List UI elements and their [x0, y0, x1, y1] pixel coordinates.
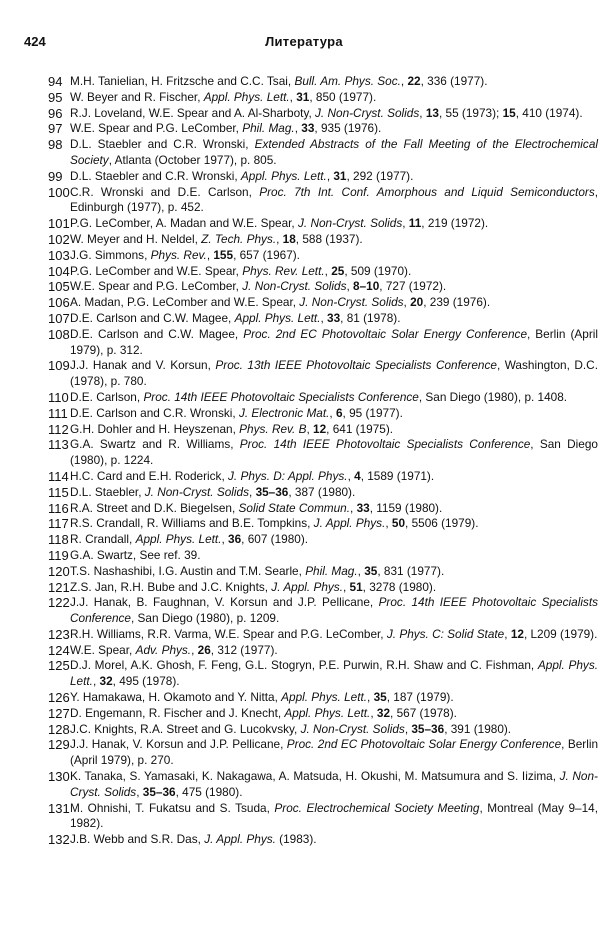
citation-text: ,	[400, 74, 408, 88]
citation-text: ,	[342, 579, 350, 594]
citation-text: ,	[403, 295, 411, 310]
volume-number: 4	[354, 468, 361, 483]
volume-number: 33	[301, 121, 315, 136]
citation-text: , 475 (1980).	[175, 784, 243, 799]
reference-text	[70, 437, 598, 469]
running-title: Литература	[265, 34, 343, 49]
reference-entry	[48, 722, 598, 738]
journal-title: Solid State Commun.	[238, 500, 350, 515]
reference-entry	[48, 406, 598, 422]
citation-text: , 312 (1977).	[210, 642, 278, 657]
citation-text: R.S. Crandall, R. Williams and B.E. Tompkins,	[70, 516, 314, 531]
volume-number: 22	[407, 74, 421, 88]
reference-text	[70, 358, 598, 390]
reference-entry	[48, 580, 598, 596]
citation-text: , Berlin (April 1979), p. 312.	[70, 326, 598, 357]
reference-text	[70, 501, 598, 517]
reference-number: 115	[48, 484, 69, 500]
citation-text: ,	[206, 247, 214, 262]
citation-text: , San Diego (1980), p. 1224.	[70, 437, 598, 468]
reference-entry	[48, 485, 598, 501]
reference-text	[70, 295, 598, 311]
reference-entry	[48, 658, 598, 690]
volume-number: 12	[510, 626, 524, 641]
citation-text: ,	[346, 279, 354, 294]
citation-text: , 219 (1972).	[421, 216, 489, 231]
citation-text: D.E. Carlson and C.W. Magee,	[70, 326, 244, 341]
reference-text	[70, 485, 598, 501]
journal-title: J. Appl. Phys.	[204, 832, 276, 847]
reference-text	[70, 516, 598, 532]
journal-title: J. Appl. Phys.	[313, 516, 386, 531]
reference-text	[70, 406, 598, 422]
reference-number: 94	[48, 74, 63, 89]
citation-text: D.L. Staebler,	[70, 484, 145, 499]
journal-title: J. Non-Cryst. Solids	[299, 295, 404, 310]
volume-number: 33	[327, 310, 341, 325]
citation-text: ,	[370, 705, 377, 720]
volume-number: 26	[197, 642, 211, 657]
citation-text: D.E. Carlson and C.W. Magee,	[70, 310, 235, 325]
reference-text	[70, 106, 598, 122]
reference-entry	[48, 232, 598, 248]
reference-entry	[48, 358, 598, 390]
citation-text: P.G. LeComber, A. Madan and W.E. Spear,	[70, 216, 298, 231]
journal-title: Appl. Phys. Lett.	[203, 89, 290, 104]
citation-text: W.E. Spear and P.G. LeComber,	[70, 279, 243, 294]
journal-title: Proc. 13th IEEE Photovoltaic Specialists Conference	[215, 358, 497, 373]
citation-text: ,	[350, 500, 357, 515]
journal-title: Proc. 2nd EC Photovoltaic Solar Energy Conference	[286, 737, 562, 752]
reference-entry	[48, 106, 598, 122]
reference-text	[70, 532, 598, 548]
reference-entry	[48, 311, 598, 327]
reference-number: 120	[48, 563, 70, 579]
reference-entry	[48, 248, 598, 264]
reference-number: 101	[48, 216, 70, 232]
citation-text: , 1589 (1971).	[360, 468, 435, 483]
citation-text: M.H. Tanielian, H. Fritzsche and C.C. Tsai,	[70, 74, 295, 88]
reference-entry	[48, 627, 598, 643]
citation-text: ,	[136, 784, 143, 799]
reference-entry	[48, 422, 598, 438]
journal-title: Z. Tech. Phys.	[201, 231, 277, 246]
reference-text	[70, 264, 598, 280]
citation-text: J.G. Simmons,	[70, 247, 151, 262]
citation-text: , 607 (1980).	[241, 532, 309, 547]
volume-number: 31	[296, 89, 310, 104]
citation-text: , 239 (1976).	[423, 295, 491, 310]
reference-number: 105	[48, 279, 70, 295]
reference-number: 111	[48, 405, 68, 421]
volume-number: 8–10	[353, 279, 380, 294]
reference-number: 96	[48, 105, 63, 121]
reference-entry	[48, 690, 598, 706]
volume-number: 33	[356, 500, 370, 515]
citation-text: ,	[404, 721, 412, 736]
citation-text: , L209 (1979).	[523, 626, 598, 641]
citation-text: , 187 (1979).	[386, 690, 454, 705]
citation-text: W.E. Spear,	[70, 642, 136, 657]
volume-number: 31	[333, 168, 347, 183]
reference-entry	[48, 832, 598, 848]
citation-text: ,	[324, 263, 332, 278]
citation-text: ,	[326, 168, 334, 183]
citation-text: G.A. Swartz, See ref. 39.	[70, 547, 201, 562]
reference-text	[70, 627, 598, 643]
citation-text: , 95 (1977).	[342, 405, 403, 420]
citation-text: ,	[367, 690, 374, 705]
journal-title: J. Non-Cryst. Solids	[70, 769, 598, 799]
citation-text: ,	[289, 89, 297, 104]
reference-number: 131	[48, 800, 70, 816]
citation-text: W.E. Spear and P.G. LeComber,	[70, 121, 243, 136]
reference-number: 132	[48, 832, 70, 848]
journal-title: Proc. 2nd EC Photovoltaic Solar Energy Conference	[243, 326, 528, 341]
citation-text: J.C. Knights, R.A. Street and G. Lucokvsky,	[70, 721, 301, 736]
reference-text	[70, 90, 598, 106]
reference-entry	[48, 437, 598, 469]
reference-text	[70, 658, 598, 690]
citation-text: G.A. Swartz and R. Williams,	[70, 437, 240, 452]
citation-text: , 387 (1980).	[288, 484, 356, 499]
citation-text: ,	[92, 674, 100, 689]
volume-number: 20	[410, 295, 424, 310]
citation-text: G.H. Dohler and H. Heyszenan,	[70, 421, 240, 436]
reference-text	[70, 769, 598, 801]
citation-text: , 495 (1978).	[112, 674, 180, 689]
citation-text: , Atlanta (October 1977), p. 805.	[108, 152, 277, 167]
journal-title: J. Phys. D: Appl. Phys.	[228, 468, 348, 483]
citation-text: ,	[306, 421, 314, 436]
reference-number: 116	[48, 500, 69, 516]
citation-text: , 55 (1973);	[438, 105, 503, 120]
volume-number: 35	[373, 690, 387, 705]
reference-text	[70, 185, 598, 217]
reference-number: 112	[48, 421, 69, 437]
citation-text: W. Meyer and H. Neldel,	[70, 231, 202, 246]
volume-number: 51	[349, 579, 363, 594]
citation-text: ,	[329, 405, 336, 420]
citation-text: ,	[357, 563, 365, 578]
reference-entry	[48, 595, 598, 627]
page-number: 424	[24, 34, 46, 49]
citation-text: H.C. Card and E.H. Roderick,	[70, 468, 229, 483]
reference-number: 119	[48, 547, 69, 563]
reference-text	[70, 216, 598, 232]
citation-text: M. Ohnishi, T. Fukatsu and S. Tsuda,	[70, 800, 275, 815]
citation-text: ,	[294, 121, 302, 136]
journal-title: Phys. Rev. Lett.	[242, 263, 325, 278]
reference-entry	[48, 264, 598, 280]
citation-text: , Montreal (May 9–14, 1982).	[70, 800, 598, 831]
reference-text	[70, 137, 598, 169]
reference-number: 107	[48, 310, 70, 326]
reference-entry	[48, 327, 598, 359]
journal-title: J. Phys. C: Solid State	[386, 626, 505, 641]
journal-title: J. Non-Cryst. Solids	[242, 279, 347, 294]
journal-title: Proc. 7th Int. Conf. Amorphous and Liquid Semiconductors	[259, 184, 595, 199]
reference-number: 124	[48, 642, 70, 658]
citation-text: ,	[320, 310, 328, 325]
journal-title: Bull. Am. Phys. Soc.	[294, 74, 401, 88]
citation-text: J.J. Hanak, V. Korsun and J.P. Pellicane,	[70, 737, 287, 752]
reference-number: 129	[48, 737, 70, 753]
journal-title: Phil. Mag.	[305, 563, 358, 578]
reference-entry	[48, 501, 598, 517]
reference-entry	[48, 532, 598, 548]
reference-text	[70, 248, 598, 264]
reference-number: 104	[48, 263, 70, 279]
volume-number: 25	[331, 263, 345, 278]
reference-entry	[48, 74, 598, 90]
journal-title: Proc. 14th IEEE Photovoltaic Specialists Conference	[143, 389, 419, 404]
reference-number: 102	[48, 231, 70, 247]
citation-text: R.A. Street and D.K. Biegelsen,	[70, 500, 239, 515]
citation-text: , 1159 (1980).	[369, 500, 443, 515]
reference-list	[48, 74, 598, 848]
journal-title: Phil. Mag.	[242, 121, 295, 136]
reference-number: 126	[48, 690, 70, 706]
reference-number: 110	[48, 389, 69, 405]
journal-title: Appl. Phys. Lett.	[281, 690, 368, 705]
volume-number: 13	[425, 105, 439, 120]
citation-text: , Edinburgh (1977), p. 452.	[70, 184, 598, 215]
reference-number: 108	[48, 326, 70, 342]
journal-title: Extended Abstracts of the Fall Meeting of the Electrochemical Society	[70, 137, 598, 167]
citation-text: , 641 (1975).	[326, 421, 394, 436]
volume-number: 12	[313, 421, 327, 436]
reference-text	[70, 311, 598, 327]
journal-title: Phys. Rev. B	[239, 421, 307, 436]
citation-text: ,	[347, 468, 355, 483]
journal-title: J. Non-Cryst. Solids	[300, 721, 405, 736]
journal-title: Appl. Phys. Lett.	[135, 532, 222, 547]
journal-title: Appl. Phys. Lett.	[240, 168, 327, 183]
citation-text: ,	[276, 231, 283, 246]
reference-text	[70, 801, 598, 833]
volume-number: 18	[282, 231, 296, 246]
citation-text: T.S. Nashashibi, I.G. Austin and T.M. Searle,	[70, 563, 306, 578]
citation-text: P.G. LeComber and W.E. Spear,	[70, 263, 243, 278]
journal-title: Proc. 14th IEEE Photovoltaic Specialists Conference	[239, 437, 531, 452]
citation-text: J.J. Hanak, B. Faughnan, V. Korsun and J.P. Pellicane,	[70, 595, 379, 610]
reference-entry	[48, 769, 598, 801]
reference-text	[70, 548, 598, 564]
reference-number: 113	[48, 437, 69, 453]
reference-number: 130	[48, 769, 70, 785]
journal-title: Phys. Rev.	[150, 247, 207, 262]
reference-number: 117	[48, 516, 69, 532]
citation-text: , 850 (1977).	[309, 89, 377, 104]
citation-text: , 831 (1977).	[377, 563, 445, 578]
reference-text	[70, 722, 598, 738]
journal-title: Proc. Electrochemical Society Meeting	[274, 800, 480, 815]
reference-number: 98	[48, 137, 63, 153]
citation-text: , 410 (1974).	[515, 105, 583, 120]
reference-text	[70, 580, 598, 596]
volume-number: 11	[408, 216, 422, 231]
citation-text: R. Crandall,	[70, 532, 136, 547]
citation-text: J.J. Hanak and V. Korsun,	[70, 358, 216, 373]
citation-text: R.J. Loveland, W.E. Spear and A. Al-Sharboty,	[70, 105, 316, 120]
reference-number: 125	[48, 658, 70, 674]
citation-text: , 588 (1937).	[295, 231, 363, 246]
reference-entry	[48, 169, 598, 185]
citation-text: , 567 (1978).	[390, 705, 457, 720]
citation-text: , San Diego (1980), p. 1408.	[418, 389, 568, 404]
reference-text	[70, 706, 598, 722]
citation-text: D.E. Carlson and C.R. Wronski,	[70, 405, 239, 420]
volume-number: 32	[99, 674, 113, 689]
reference-entry	[48, 390, 598, 406]
reference-text	[70, 121, 598, 137]
reference-entry	[48, 516, 598, 532]
citation-text: ,	[385, 516, 392, 531]
reference-entry	[48, 801, 598, 833]
reference-text	[70, 690, 598, 706]
reference-number: 95	[48, 89, 63, 105]
volume-number: 35–36	[411, 721, 445, 736]
reference-entry	[48, 137, 598, 169]
citation-text: Y. Hamakawa, H. Okamoto and Y. Nitta,	[70, 690, 282, 705]
page-header	[24, 34, 584, 56]
citation-text: , 336 (1977).	[420, 74, 488, 88]
citation-text: , 5506 (1979).	[405, 516, 479, 531]
journal-title: J. Electronic Mat.	[238, 405, 330, 420]
citation-text: D. Engemann, R. Fischer and J. Knecht,	[70, 705, 285, 720]
reference-number: 127	[48, 705, 70, 721]
volume-number: 6	[335, 405, 343, 420]
reference-text	[70, 595, 598, 627]
citation-text: , Washington, D.C. (1978), p. 780.	[70, 358, 598, 389]
citation-text: ,	[191, 642, 198, 657]
citation-text: A. Madan, P.G. LeComber and W.E. Spear,	[70, 295, 300, 310]
reference-entry	[48, 90, 598, 106]
volume-number: 35	[364, 563, 378, 578]
reference-entry	[48, 548, 598, 564]
citation-text: , 727 (1972).	[379, 279, 447, 294]
journal-title: Appl. Phys. Lett.	[284, 705, 371, 720]
journal-title: J. Non-Cryst. Solids	[144, 484, 249, 499]
citation-text: D.E. Carlson,	[70, 389, 144, 404]
journal-title: Appl. Phys. Lett.	[70, 658, 598, 689]
reference-entry	[48, 295, 598, 311]
reference-entry	[48, 121, 598, 137]
citation-text: ,	[402, 216, 409, 231]
reference-text	[70, 74, 598, 90]
journal-title: Appl. Phys. Lett.	[234, 310, 321, 325]
reference-text	[70, 327, 598, 359]
citation-text: K. Tanaka, S. Yamasaki, K. Nakagawa, A. Matsuda, H. Okushi, M. Matsumura and S. Iizima,	[70, 769, 560, 784]
reference-entry	[48, 737, 598, 769]
volume-number: 155	[213, 247, 234, 262]
citation-text: ,	[504, 626, 511, 641]
reference-number: 118	[48, 532, 69, 548]
reference-number: 97	[48, 121, 63, 137]
reference-entry	[48, 706, 598, 722]
reference-number: 99	[48, 168, 63, 184]
journal-title: J. Non-Cryst. Solids	[298, 216, 403, 231]
journal-title: Proc. 14th IEEE Photovoltaic Specialists Conference	[70, 595, 599, 626]
volume-number: 32	[376, 705, 391, 720]
volume-number: 50	[391, 516, 406, 531]
journal-title: J. Non-Cryst. Solids	[315, 105, 420, 120]
reference-text	[70, 643, 598, 659]
reference-text	[70, 737, 598, 769]
citation-text: J.B. Webb and S.R. Das,	[70, 832, 205, 847]
volume-number: 15	[502, 105, 516, 120]
reference-text	[70, 279, 598, 295]
reference-text	[70, 832, 598, 848]
reference-number: 123	[48, 626, 70, 642]
reference-number: 128	[48, 721, 70, 737]
citation-text: , Berlin (April 1979), p. 270.	[70, 737, 599, 768]
citation-text: D.L. Staebler and C.R. Wronski,	[70, 168, 241, 183]
reference-number: 109	[48, 358, 70, 374]
citation-text: , 391 (1980).	[444, 721, 512, 736]
reference-number: 122	[48, 595, 70, 611]
reference-entry	[48, 185, 598, 217]
reference-entry	[48, 279, 598, 295]
reference-entry	[48, 564, 598, 580]
reference-text	[70, 390, 598, 406]
citation-text: C.R. Wronski and D.E. Carlson,	[70, 184, 260, 199]
reference-number: 100	[48, 184, 70, 200]
citation-text: , 657 (1967).	[233, 247, 300, 262]
reference-number: 121	[48, 579, 70, 595]
reference-entry	[48, 643, 598, 659]
volume-number: 35–36	[255, 484, 289, 499]
citation-text: W. Beyer and R. Fischer,	[70, 89, 204, 104]
volume-number: 35–36	[142, 784, 176, 799]
reference-text	[70, 422, 598, 438]
citation-text: , 3278 (1980).	[362, 579, 437, 594]
citation-text: R.H. Williams, R.R. Varma, W.E. Spear and P.G. LeComber,	[70, 626, 387, 641]
reference-entry	[48, 216, 598, 232]
citation-text: D.L. Staebler and C.R. Wronski,	[70, 137, 255, 152]
reference-entry	[48, 469, 598, 485]
citation-text: , 509 (1970).	[344, 263, 412, 278]
reference-text	[70, 564, 598, 580]
citation-text: D.J. Morel, A.K. Ghosh, F. Feng, G.L. Stogryn, P.E. Purwin, R.H. Shaw and C. Fishman,	[70, 658, 538, 673]
reference-number: 103	[48, 247, 70, 263]
citation-text: , 935 (1976).	[314, 121, 382, 136]
volume-number: 36	[228, 532, 242, 547]
citation-text: , 81 (1978).	[340, 310, 401, 325]
citation-text: ,	[419, 105, 426, 120]
reference-number: 106	[48, 295, 70, 311]
reference-number: 114	[48, 468, 69, 484]
journal-title: Adv. Phys.	[135, 642, 192, 657]
citation-text: Z.S. Jan, R.H. Bube and J.C. Knights,	[70, 579, 272, 594]
citation-text: , 292 (1977).	[346, 168, 414, 183]
citation-text: ,	[221, 532, 229, 547]
reference-text	[70, 232, 598, 248]
reference-text	[70, 469, 598, 485]
citation-text: (1983).	[275, 832, 317, 847]
journal-title: J. Appl. Phys.	[271, 579, 343, 594]
citation-text: , San Diego (1980), p. 1209.	[131, 611, 280, 626]
reference-text	[70, 169, 598, 185]
citation-text: ,	[249, 484, 256, 499]
